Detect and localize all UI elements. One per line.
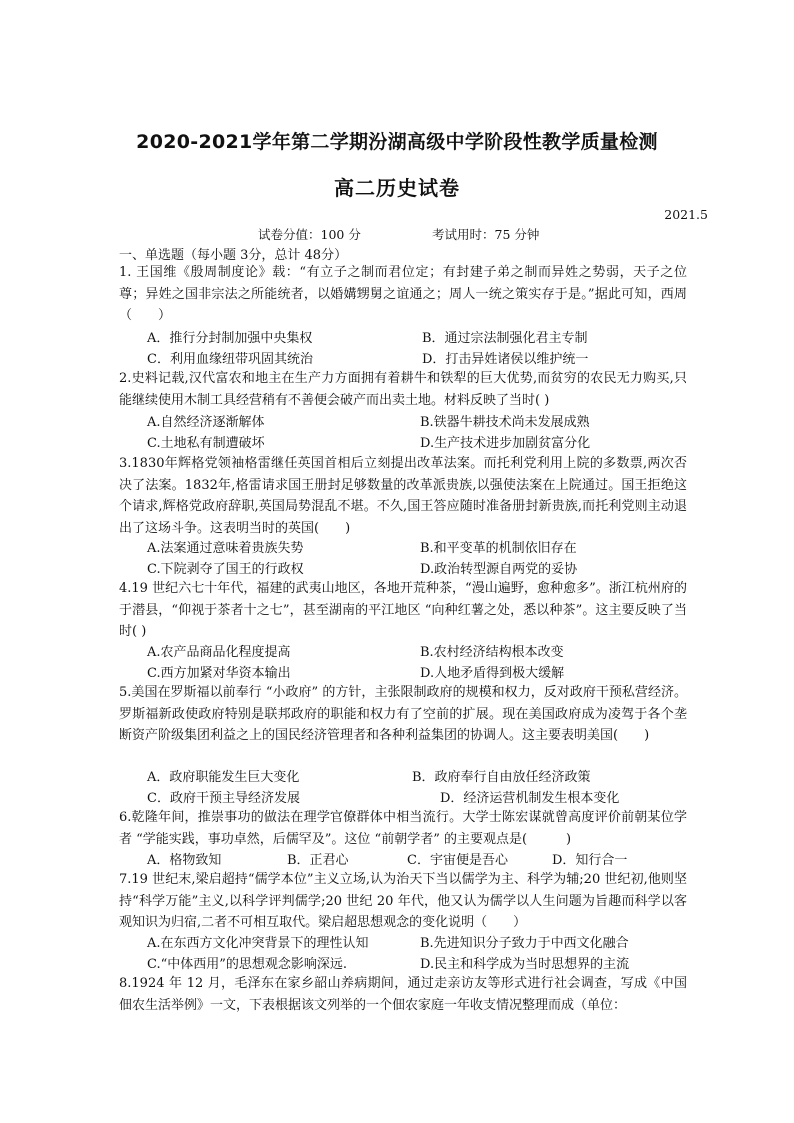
question-6-option-a: A．格物致知 [147,853,222,868]
question-3-option-a: A.法案通过意味着贵族失势 [147,541,304,556]
question-2-option-b: B.铁器牛耕技术尚未发展成熟 [420,415,590,430]
question-5-stem: 5.美国在罗斯福以前奉行 “小政府” 的方针，主张限制政府的规模和权力，反对政府干预私营经济。罗斯福新政使政府特别是联邦政府的职能和权力有了空前的扩展。现在美国政府成为凌驾于各个垄断资产阶级集团利益之上的国民经济管理者和各种利益集团的协调人。这主要表明美国( ) [119,685,687,743]
question-3-stem: 3.1830年辉格党领袖格雷继任英国首相后立刻提出改革法案。而托利党利用上院的多数票,两次否决了法案。1832年,格雷请求国王册封足够数量的改革派贵族,以强使法案在上院通过。国王拒绝这个请求,辉格党政府辞职,英国局势混乱不堪。不久,国王答应随时准备册封新贵族,而托利党则主动退出了这场斗争。这表明当时的英国( ) [119,456,687,536]
question-4-option-c: C.西方加紧对华资本输出 [147,666,291,681]
section-heading: 一、单选题（每小题 3分，总计 48分） [119,248,348,263]
question-4-option-b: B.农村经济结构根本改变 [420,645,564,660]
question-7-option-d: D.民主和科学成为当时思想界的主流 [420,957,630,972]
question-2-stem: 2.史料记载,汉代富农和地主在生产力方面拥有着耕牛和铁犁的巨大优势,而贫穷的农民无力购买,只能继续使用木制工具经营稍有不善便会破产而出卖土地。材料反映了当时( ) [119,371,687,408]
question-4-option-a: A.农产品商品化程度提高 [147,645,291,660]
question-2-option-a: A.自然经济逐渐解体 [147,415,265,430]
question-7-option-c: C.“中体西用”的思想观念影响深远. [147,957,348,972]
question-4-stem: 4.19 世纪六七十年代，福建的武夷山地区，各地开荒种茶，“漫山遍野，愈种愈多”。浙江杭州府的于潜县，“仰视于茶者十之七”，甚至湖南的平江地区 “向种红薯之处，悉以种茶”。这主要反映了当时( ) [119,581,687,639]
time-info: 考试用时：75 分钟 [432,227,540,242]
question-4-option-d: D.人地矛盾得到极大缓解 [420,666,565,681]
question-3-option-b: B.和平变革的机制依旧存在 [420,541,577,556]
question-5-option-a: A．政府职能发生巨大变化 [147,770,300,785]
question-6-option-c: C．宇宙便是吾心 [407,853,508,868]
exam-title: 2020-2021学年第二学期汾湖高级中学阶段性教学质量检测 [136,131,658,153]
question-7-stem: 7.19 世纪末,梁启超持“儒学本位”主义立场,认为治天下当以儒学为主、科学为辅;20 世纪初,他则坚持“科学万能”主义,以科学评判儒学;20 世纪 20 年代，他又认为儒学以人生问题为旨趣而科学以客观知识为归宿,二者不可相互取代。梁启超思想观念的变化说明（ ） [119,872,687,930]
question-1-option-b: B．通过宗法制强化君主专制 [422,331,588,346]
question-5-option-d: D．经济运营机制发生根本变化 [440,791,620,806]
question-7-option-a: A.在东西方文化冲突背景下的理性认知 [147,936,369,951]
question-3-option-c: C.下院剥夺了国王的行政权 [147,562,304,577]
exam-subtitle: 高二历史试卷 [334,176,460,200]
question-1-stem: 1. 王国维《殷周制度论》载：“有立子之制而君位定；有封建子弟之制而异姓之势弱，天子之位尊；异姓之国非宗法之所能统者，以婚媾甥舅之谊通之；周人一统之策实存于是。”据此可知，西周 （ ） [119,265,687,323]
question-5-option-b: B．政府奉行自由放任经济政策 [412,770,591,785]
question-1-option-a: A．推行分封制加强中央集权 [147,331,313,346]
question-6-option-d: D．知行合一 [552,853,628,868]
question-5-option-c: C．政府干预主导经济发展 [147,791,300,806]
score-info: 试卷分值：100 分 [258,227,361,242]
question-6-option-b: B．正君心 [287,853,349,868]
question-3-option-d: D.政治转型源自两党的妥协 [420,562,578,577]
question-7-option-b: B.先进知识分子致力于中西文化融合 [420,936,629,951]
question-6-stem: 6.乾隆年间，推崇事功的做法在理学官僚群体中相当流行。大学士陈宏谋就曾高度评价前朝某位学者 “学能实践，事功卓然，后儒罕及”。这位 “前朝学者” 的主要观点是( ) [119,810,687,847]
question-2-option-c: C.土地私有制遭破坏 [147,436,265,451]
question-1-option-d: D．打击异姓诸侯以维护统一 [422,352,589,367]
question-8-stem: 8.1924 年 12 月，毛泽东在家乡韶山养病期间，通过走亲访友等形式进行社会调查，写成《中国佃农生活举例》一文，下表根据该文列举的一个佃农家庭一年收支情况整理而成（单位： [119,976,687,1013]
question-2-option-d: D.生产技术进步加剧贫富分化 [420,436,591,451]
question-1-option-c: C．利用血缘纽带巩固其统治 [147,352,313,367]
exam-date: 2021.5 [664,207,708,222]
